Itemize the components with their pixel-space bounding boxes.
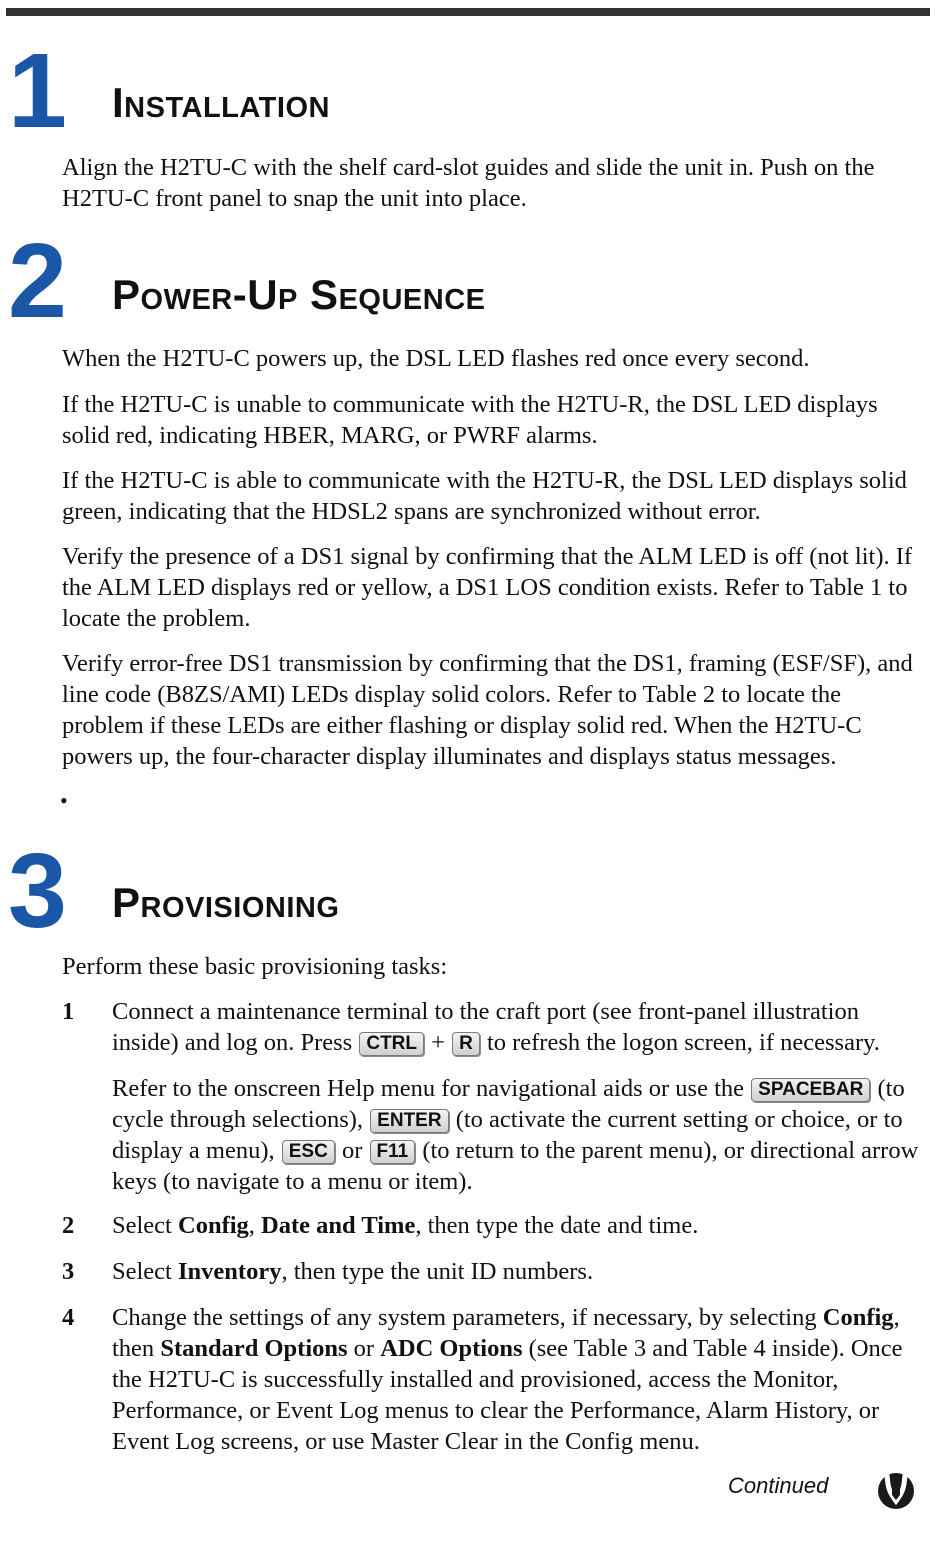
step-4-number: 4 xyxy=(62,1304,75,1331)
step-4-text-d: (see Table 3 and Table 4 inside). Once the H2TU-C is successfully installed and provisioned, access the Monitor, Performance, or Event Log menus to clear the Performance, Alarm History, or Event Log screens, or use Master Clear in the Config menu. xyxy=(112,1335,903,1455)
step-1-number: 1 xyxy=(62,998,75,1025)
section-3-number: 3 xyxy=(8,832,65,950)
step-2-config: Config xyxy=(178,1212,249,1239)
step-3-number: 3 xyxy=(62,1258,75,1285)
step-1-help-text xyxy=(112,1073,928,1197)
step-1-text xyxy=(112,996,928,1058)
step-2-comma: , xyxy=(248,1212,255,1239)
bullet-marker: • xyxy=(60,788,68,813)
step-4-text xyxy=(112,1302,928,1457)
powerup-paragraph-1: When the H2TU-C powers up, the DSL LED flashes red once every second. xyxy=(62,345,810,372)
step-2-date-time: Date and Time xyxy=(261,1212,416,1239)
section-1-number: 1 xyxy=(8,32,65,150)
section-3-title: Provisioning xyxy=(112,879,340,926)
continued-label: Continued xyxy=(728,1473,829,1498)
f11-key: F11 xyxy=(370,1140,416,1164)
step-4-or: or xyxy=(353,1335,375,1362)
section-2-title: Power-Up Sequence xyxy=(112,271,486,318)
powerup-paragraph-4: Verify the presence of a DS1 signal by confirming that the ALM LED is off (not lit). If the ALM LED displays red or yellow, a DS1 LOS condition exists. Refer to Table 1 to locate the problem. xyxy=(62,543,913,632)
help-text-2: (to cycle through selections), xyxy=(112,1075,905,1133)
help-text-3: (to activate the current setting or choice, or to display a menu), xyxy=(112,1106,903,1164)
installation-paragraph: Align the H2TU-C with the shelf card-slot guides and slide the unit in. Push on the H2TU-C front panel to snap the unit into place. xyxy=(62,154,875,212)
step-3-text-d: , then type the unit ID numbers. xyxy=(281,1258,594,1285)
help-text-or: or xyxy=(341,1137,363,1164)
step-4-text-a: Change the settings of any system parameters, if necessary, by selecting xyxy=(112,1304,817,1331)
step-2-text-d: , then type the date and time. xyxy=(415,1212,699,1239)
enter-key: ENTER xyxy=(370,1109,448,1133)
step-4-adc-options: ADC Options xyxy=(380,1335,523,1362)
step-1-text-b: to refresh the logon screen, if necessary. xyxy=(486,1029,880,1056)
step-4-text-c: , then xyxy=(112,1304,900,1362)
powerup-paragraph-2: If the H2TU-C is unable to communicate with the H2TU-R, the DSL LED displays solid red, indicating HBER, MARG, or PWRF alarms. xyxy=(62,391,878,449)
powerup-paragraph-5: Verify error-free DS1 transmission by confirming that the DS1, framing (ESF/SF), and line code (B8ZS/AMI) LEDs display solid colors. Refer to Table 2 to locate the problem if these LEDs are either flashing or display solid red. When the H2TU-C powers up, the four-character display illuminates and displays status messages. xyxy=(62,650,913,770)
step-3-text-a: Select xyxy=(112,1258,172,1285)
step-2-text-a: Select xyxy=(112,1212,172,1239)
step-3-inventory: Inventory xyxy=(178,1258,282,1285)
r-key: R xyxy=(452,1032,480,1056)
step-4-config: Config xyxy=(822,1304,894,1331)
provisioning-intro: Perform these basic provisioning tasks: xyxy=(62,953,448,980)
top-rule xyxy=(6,8,930,16)
section-1-title: Installation xyxy=(112,79,330,126)
step-2-text xyxy=(112,1210,928,1241)
step-3-text xyxy=(112,1256,928,1287)
help-text-1: Refer to the onscreen Help menu for navigational aids or use the xyxy=(112,1075,745,1102)
esc-key: ESC xyxy=(282,1140,335,1164)
continued-arrow-icon xyxy=(876,1471,916,1511)
powerup-paragraph-3: If the H2TU-C is able to communicate with the H2TU-R, the DSL LED displays solid green, indicating that the HDSL2 spans are synchronized without error. xyxy=(62,467,907,525)
plus-sign: + xyxy=(431,1029,445,1056)
section-2-number: 2 xyxy=(8,222,65,340)
ctrl-key: CTRL xyxy=(359,1032,424,1056)
step-1-text-a: Connect a maintenance terminal to the craft port (see front-panel illustration inside) and log on. Press xyxy=(112,998,859,1056)
step-2-number: 2 xyxy=(62,1212,75,1239)
spacebar-key: SPACEBAR xyxy=(751,1078,870,1102)
step-4-standard-options: Standard Options xyxy=(160,1335,348,1362)
help-text-4: (to return to the parent menu), or directional arrow keys (to navigate to a menu or item). xyxy=(112,1137,919,1195)
